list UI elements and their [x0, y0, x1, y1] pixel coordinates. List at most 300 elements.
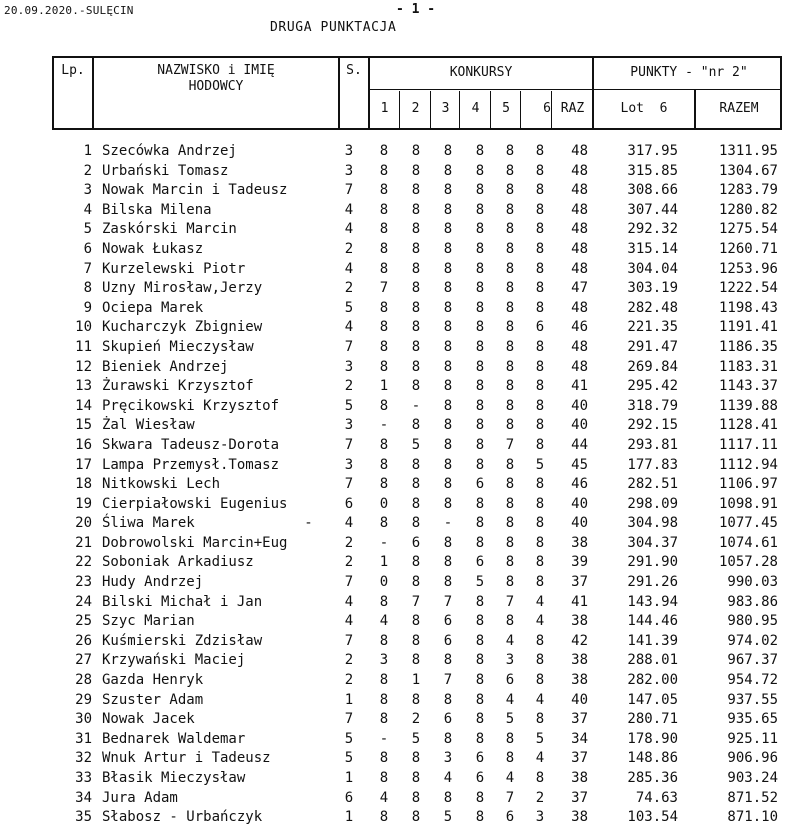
row-konkurs-1: 8 [379, 201, 389, 218]
row-name: Kuśmierski Zdzisław [102, 632, 263, 649]
row-konkurs-2: 8 [411, 456, 421, 473]
row-s: 3 [344, 358, 354, 375]
row-konkurs-5: 8 [505, 358, 515, 375]
row-razem: 1074.61 [718, 534, 778, 551]
row-konkurs-2: 8 [411, 554, 421, 571]
row-konkurs-2: 8 [411, 162, 421, 179]
row-konkurs-6: 8 [535, 534, 545, 551]
row-konkurs-3: 5 [443, 809, 453, 826]
table-row [52, 475, 792, 495]
row-lp: 5 [83, 221, 92, 238]
row-lp: 16 [75, 436, 92, 453]
row-razem: 983.86 [727, 593, 778, 610]
row-konkurs-5: 8 [505, 162, 515, 179]
table-row [52, 220, 792, 240]
row-s: 5 [344, 750, 354, 767]
row-konkurs-3: 8 [443, 652, 453, 669]
row-konkurs-3: 8 [443, 299, 453, 316]
row-lot: 318.79 [627, 397, 678, 414]
row-konkurs-5: 8 [505, 338, 515, 355]
row-s: 4 [344, 319, 354, 336]
row-konkurs-6: 8 [535, 201, 545, 218]
row-lot: 291.90 [627, 554, 678, 571]
row-konkurs-6: 8 [535, 397, 545, 414]
row-konkurs-1: 8 [379, 711, 389, 728]
row-konkurs-6: 8 [535, 554, 545, 571]
row-lp: 10 [75, 319, 92, 336]
header-razem: RAZEM [719, 101, 759, 116]
row-konkurs-6: 8 [535, 770, 545, 786]
row-raz: 40 [571, 691, 588, 708]
row-konkurs-4: 8 [475, 417, 485, 434]
row-konkurs-3: 8 [443, 280, 453, 297]
row-razem: 1106.97 [718, 476, 778, 493]
row-konkurs-4: 8 [475, 730, 485, 747]
row-razem: 906.96 [727, 750, 778, 767]
row-konkurs-1: 8 [379, 299, 389, 316]
row-raz: 48 [571, 201, 588, 218]
row-konkurs-5: 8 [505, 299, 515, 316]
row-razem: 1112.94 [718, 456, 778, 473]
row-konkurs-1: 8 [379, 672, 389, 689]
row-konkurs-2: 8 [411, 280, 421, 297]
table-row [52, 162, 792, 182]
row-razem: 974.02 [727, 632, 778, 649]
table-row [52, 691, 792, 711]
row-raz: 47 [571, 280, 588, 297]
row-konkurs-1: 8 [379, 397, 389, 414]
row-lot: 315.85 [627, 162, 678, 179]
row-s: 3 [344, 143, 354, 159]
row-lp: 12 [75, 358, 92, 375]
row-raz: 48 [571, 299, 588, 316]
row-konkurs-1: 1 [379, 554, 389, 571]
table-row [52, 377, 792, 397]
row-name: Nowak Łukasz [102, 240, 204, 257]
row-razem: 935.65 [727, 711, 778, 728]
row-konkurs-4: 8 [475, 319, 485, 336]
row-konkurs-6: 5 [535, 730, 545, 747]
table-row [52, 436, 792, 456]
row-lp: 8 [83, 280, 92, 297]
table-row [52, 318, 792, 338]
row-lot: 285.36 [627, 770, 678, 786]
row-s: 1 [344, 809, 354, 826]
row-konkurs-3: 8 [443, 476, 453, 493]
row-konkurs-1: - [379, 417, 389, 434]
row-konkurs-5: 8 [505, 476, 515, 493]
row-konkurs-5: 8 [505, 750, 515, 767]
row-lp: 9 [83, 299, 92, 316]
row-s: 5 [344, 730, 354, 747]
row-lot: 304.04 [627, 260, 678, 277]
row-konkurs-1: 8 [379, 319, 389, 336]
row-konkurs-1: 8 [379, 358, 389, 375]
row-konkurs-4: 8 [475, 711, 485, 728]
row-konkurs-4: 8 [475, 515, 485, 532]
row-raz: 38 [571, 672, 588, 689]
row-konkurs-3: 7 [443, 672, 453, 689]
row-raz: 48 [571, 358, 588, 375]
row-name: Śliwa Marek - [102, 515, 313, 532]
row-konkurs-3: 8 [443, 162, 453, 179]
row-razem: 1304.67 [718, 162, 778, 179]
row-razem: 980.95 [727, 613, 778, 630]
row-raz: 48 [571, 260, 588, 277]
row-konkurs-4: 8 [475, 456, 485, 473]
row-lot: 317.95 [627, 143, 678, 159]
row-s: 5 [344, 397, 354, 414]
row-konkurs-4: 8 [475, 358, 485, 375]
header-konkurs-4: 4 [471, 101, 480, 116]
row-konkurs-3: 8 [443, 319, 453, 336]
row-konkurs-4: 8 [475, 143, 485, 159]
row-lot: 303.19 [627, 280, 678, 297]
header-konkursy: KONKURSY [449, 65, 513, 80]
row-konkurs-1: 8 [379, 338, 389, 355]
row-konkurs-4: 8 [475, 260, 485, 277]
row-name: Dobrowolski Marcin+Eug [102, 534, 288, 551]
row-konkurs-2: 8 [411, 260, 421, 277]
row-s: 3 [344, 162, 354, 179]
row-razem: 871.10 [727, 809, 778, 826]
row-konkurs-5: 8 [505, 495, 515, 512]
row-lp: 25 [75, 613, 92, 630]
row-konkurs-2: 8 [411, 750, 421, 767]
header-konkurs-2: 2 [411, 101, 420, 116]
row-name: Szecówka Andrzej [102, 143, 237, 159]
table-row [52, 612, 792, 632]
row-konkurs-3: 8 [443, 456, 453, 473]
row-konkurs-2: 8 [411, 417, 421, 434]
table-row [52, 240, 792, 260]
row-konkurs-6: 8 [535, 260, 545, 277]
row-konkurs-1: 4 [379, 789, 389, 806]
row-lp: 14 [75, 397, 92, 414]
header-punkty: PUNKTY - "nr 2" [630, 65, 748, 80]
row-razem: 1283.79 [718, 182, 778, 199]
row-konkurs-5: 4 [505, 691, 515, 708]
row-lp: 30 [75, 711, 92, 728]
row-razem: 967.37 [727, 652, 778, 669]
table-row [52, 749, 792, 769]
row-name: Szyc Marian [102, 613, 195, 630]
row-konkurs-3: 8 [443, 201, 453, 218]
row-s: 2 [344, 652, 354, 669]
row-name: Nowak Marcin i Tadeusz [102, 182, 288, 199]
row-konkurs-6: 4 [535, 691, 545, 708]
row-raz: 38 [571, 613, 588, 630]
row-konkurs-2: 8 [411, 515, 421, 532]
row-konkurs-2: 8 [411, 495, 421, 512]
row-raz: 38 [571, 534, 588, 551]
row-lot: 147.05 [627, 691, 678, 708]
row-name: Bilska Milena [102, 201, 212, 218]
row-raz: 48 [571, 182, 588, 199]
row-konkurs-2: 8 [411, 182, 421, 199]
row-konkurs-5: 8 [505, 201, 515, 218]
header-konkurs-3: 3 [441, 101, 450, 116]
row-konkurs-1: 7 [379, 280, 389, 297]
row-konkurs-5: 8 [505, 378, 515, 395]
row-konkurs-1: 8 [379, 221, 389, 238]
row-konkurs-4: 8 [475, 593, 485, 610]
header-lot: Lot 6 [620, 101, 668, 116]
row-name: Krzywański Maciej [102, 652, 246, 669]
date-place: 20.09.2020.-SULĘCIN [4, 4, 134, 17]
header-lp: Lp. [61, 63, 85, 78]
row-konkurs-2: 8 [411, 143, 421, 159]
row-konkurs-2: 8 [411, 378, 421, 395]
row-konkurs-6: 8 [535, 476, 545, 493]
row-s: 2 [344, 672, 354, 689]
header-raz: RAZ [560, 101, 585, 116]
row-s: 7 [344, 574, 354, 591]
row-lot: 291.26 [627, 574, 678, 591]
row-konkurs-1: - [379, 534, 389, 551]
row-konkurs-1: 8 [379, 182, 389, 199]
row-konkurs-6: 2 [535, 789, 545, 806]
table-row [52, 201, 792, 221]
row-s: 7 [344, 476, 354, 493]
row-lp: 34 [75, 789, 92, 806]
table-header [52, 56, 782, 130]
row-konkurs-6: 3 [535, 809, 545, 826]
row-lp: 2 [83, 162, 92, 179]
row-konkurs-5: 8 [505, 417, 515, 434]
row-konkurs-4: 6 [475, 554, 485, 571]
row-konkurs-1: 1 [379, 378, 389, 395]
row-lot: 308.66 [627, 182, 678, 199]
row-lp: 29 [75, 691, 92, 708]
row-konkurs-5: 8 [505, 182, 515, 199]
row-lot: 144.46 [627, 613, 678, 630]
row-lp: 3 [83, 182, 92, 199]
row-konkurs-1: 3 [379, 652, 389, 669]
row-name: Skwara Tadeusz-Dorota [102, 436, 280, 453]
table-row [52, 553, 792, 573]
row-name: Bieniek Andrzej [102, 358, 229, 375]
row-s: 6 [344, 495, 354, 512]
row-raz: 41 [571, 593, 588, 610]
table-row [52, 299, 792, 319]
row-razem: 937.55 [727, 691, 778, 708]
row-raz: 48 [571, 162, 588, 179]
row-lot: 304.98 [627, 515, 678, 532]
row-raz: 34 [571, 730, 588, 747]
row-konkurs-5: 4 [505, 632, 515, 649]
row-konkurs-1: 8 [379, 162, 389, 179]
row-konkurs-6: 8 [535, 162, 545, 179]
row-s: 7 [344, 338, 354, 355]
row-konkurs-2: - [411, 397, 421, 414]
row-name: Uzny Mirosław,Jerzy [102, 280, 263, 297]
table-row [52, 142, 792, 162]
table-row [52, 181, 792, 201]
table-row [52, 651, 792, 671]
row-konkurs-4: 8 [475, 240, 485, 257]
row-konkurs-1: 4 [379, 613, 389, 630]
table-row [52, 397, 792, 417]
row-konkurs-4: 8 [475, 672, 485, 689]
row-raz: 46 [571, 476, 588, 493]
row-konkurs-2: 8 [411, 632, 421, 649]
table-row [52, 260, 792, 280]
row-raz: 40 [571, 417, 588, 434]
row-name: Cierpiałowski Eugenius [102, 495, 288, 512]
row-konkurs-2: 8 [411, 299, 421, 316]
row-konkurs-6: 8 [535, 672, 545, 689]
row-razem: 1128.41 [718, 417, 778, 434]
row-konkurs-3: 6 [443, 632, 453, 649]
row-name: Urbański Tomasz [102, 162, 229, 179]
row-s: 3 [344, 456, 354, 473]
row-raz: 46 [571, 319, 588, 336]
row-konkurs-6: 8 [535, 182, 545, 199]
row-razem: 1253.96 [718, 260, 778, 277]
row-lot: 269.84 [627, 358, 678, 375]
row-konkurs-4: 6 [475, 476, 485, 493]
row-name: Jura Adam [102, 789, 178, 806]
row-lot: 221.35 [627, 319, 678, 336]
row-konkurs-5: 3 [505, 652, 515, 669]
row-s: 2 [344, 378, 354, 395]
row-raz: 37 [571, 750, 588, 767]
row-lp: 4 [83, 201, 92, 218]
row-konkurs-6: 8 [535, 358, 545, 375]
row-konkurs-1: 8 [379, 260, 389, 277]
row-lot: 298.09 [627, 495, 678, 512]
row-lot: 282.51 [627, 476, 678, 493]
row-konkurs-2: 8 [411, 338, 421, 355]
row-name: Żurawski Krzysztof [102, 378, 254, 395]
row-name: Nitkowski Lech [102, 476, 221, 493]
row-razem: 1117.11 [718, 436, 778, 453]
row-name: Hudy Andrzej [102, 574, 204, 591]
row-raz: 42 [571, 632, 588, 649]
row-lot: 304.37 [627, 534, 678, 551]
row-konkurs-1: 8 [379, 593, 389, 610]
row-name: Nowak Jacek [102, 711, 195, 728]
row-konkurs-2: 2 [411, 711, 421, 728]
row-s: 7 [344, 711, 354, 728]
row-konkurs-2: 8 [411, 613, 421, 630]
row-lot: 292.15 [627, 417, 678, 434]
row-lp: 19 [75, 495, 92, 512]
row-lot: 103.54 [627, 809, 678, 826]
row-konkurs-6: 8 [535, 711, 545, 728]
row-konkurs-6: 5 [535, 456, 545, 473]
results-table-body [52, 142, 792, 828]
row-konkurs-3: 8 [443, 378, 453, 395]
row-konkurs-2: 8 [411, 770, 421, 786]
row-konkurs-1: 0 [379, 495, 389, 512]
row-razem: 903.24 [727, 770, 778, 786]
row-name: Bednarek Waldemar [102, 730, 246, 747]
row-razem: 925.11 [727, 730, 778, 747]
page-number: - 1 - [396, 2, 436, 17]
row-raz: 39 [571, 554, 588, 571]
row-konkurs-3: 3 [443, 750, 453, 767]
row-raz: 48 [571, 143, 588, 159]
row-razem: 1198.43 [718, 299, 778, 316]
row-konkurs-4: 8 [475, 378, 485, 395]
row-razem: 1280.82 [718, 201, 778, 218]
row-konkurs-5: 8 [505, 143, 515, 159]
header-konkurs-6: 6 [543, 101, 551, 116]
row-razem: 1222.54 [718, 280, 778, 297]
row-konkurs-3: 8 [443, 358, 453, 375]
row-lp: 1 [83, 143, 92, 159]
header-s: S. [346, 63, 362, 78]
row-lp: 32 [75, 750, 92, 767]
table-row [52, 358, 792, 378]
row-konkurs-3: 8 [443, 240, 453, 257]
row-konkurs-2: 5 [411, 436, 421, 453]
row-name: Zaskórski Marcin [102, 221, 237, 238]
row-konkurs-1: 0 [379, 574, 389, 591]
row-konkurs-4: 8 [475, 221, 485, 238]
row-lot: 280.71 [627, 711, 678, 728]
row-konkurs-1: 8 [379, 809, 389, 826]
row-name: Skupień Mieczysław [102, 338, 254, 355]
row-s: 4 [344, 515, 354, 532]
row-konkurs-5: 8 [505, 397, 515, 414]
row-konkurs-1: 8 [379, 515, 389, 532]
row-konkurs-6: 8 [535, 143, 545, 159]
row-raz: 38 [571, 770, 588, 786]
table-row [52, 495, 792, 515]
row-s: 7 [344, 436, 354, 453]
row-konkurs-2: 8 [411, 476, 421, 493]
row-konkurs-2: 7 [411, 593, 421, 610]
row-konkurs-3: 8 [443, 397, 453, 414]
row-konkurs-3: - [443, 515, 453, 532]
table-row [52, 279, 792, 299]
row-konkurs-3: 8 [443, 417, 453, 434]
row-konkurs-2: 8 [411, 574, 421, 591]
header-konkurs-1: 1 [380, 101, 389, 116]
table-row [52, 456, 792, 476]
row-s: 7 [344, 632, 354, 649]
row-s: 1 [344, 691, 354, 708]
row-s: 7 [344, 182, 354, 199]
row-lp: 26 [75, 632, 92, 649]
row-lp: 20 [75, 515, 92, 532]
row-lp: 13 [75, 378, 92, 395]
row-name: Kucharczyk Zbigniew [102, 319, 263, 336]
row-konkurs-4: 8 [475, 280, 485, 297]
row-konkurs-3: 6 [443, 711, 453, 728]
row-konkurs-6: 8 [535, 221, 545, 238]
table-row [52, 808, 792, 828]
row-razem: 1275.54 [718, 221, 778, 238]
row-lot: 288.01 [627, 652, 678, 669]
row-s: 2 [344, 280, 354, 297]
row-konkurs-3: 7 [443, 593, 453, 610]
row-name: Słabosz - Urbańczyk [102, 809, 263, 826]
row-konkurs-6: 8 [535, 417, 545, 434]
row-konkurs-5: 8 [505, 240, 515, 257]
row-lp: 23 [75, 574, 92, 591]
row-razem: 1139.88 [718, 397, 778, 414]
row-lot: 178.90 [627, 730, 678, 747]
row-lp: 35 [75, 809, 92, 826]
row-lp: 11 [75, 338, 92, 355]
row-konkurs-4: 8 [475, 789, 485, 806]
row-konkurs-5: 8 [505, 730, 515, 747]
row-lot: 291.47 [627, 338, 678, 355]
